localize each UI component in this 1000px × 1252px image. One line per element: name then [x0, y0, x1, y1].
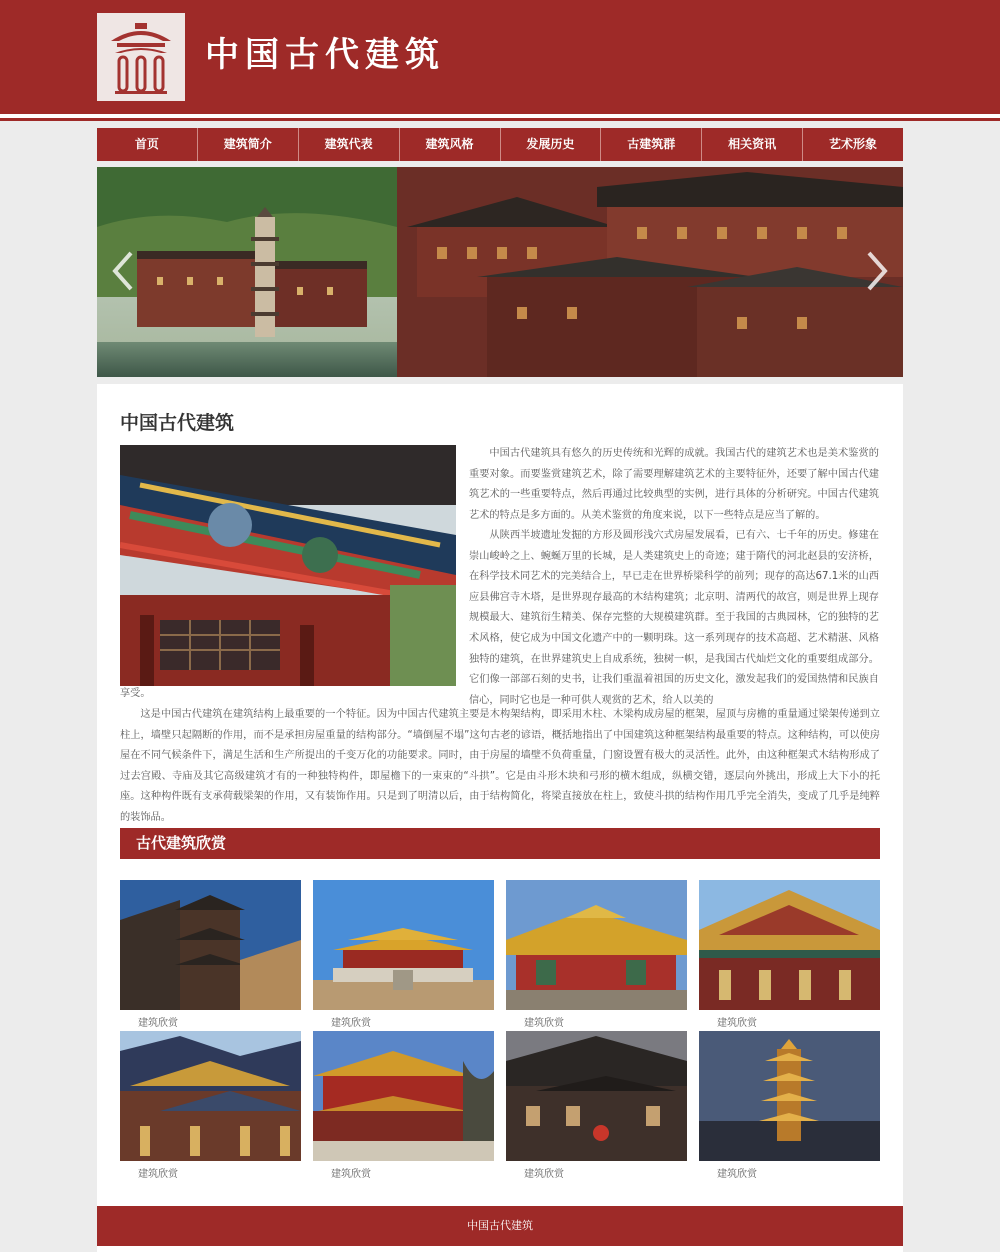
nav-item-home[interactable]: 首页: [97, 128, 198, 161]
nav-item-history[interactable]: 发展历史: [501, 128, 602, 161]
gallery-caption: 建筑欣赏: [138, 1169, 178, 1180]
nav-item-style[interactable]: 建筑风格: [400, 128, 501, 161]
nav-item-news[interactable]: 相关资讯: [702, 128, 803, 161]
site-header: [0, 0, 1000, 114]
gallery-caption: 建筑欣赏: [331, 1169, 371, 1180]
banner-image: [97, 167, 903, 377]
intro-image: [120, 445, 456, 686]
gallery-thumb-4[interactable]: [699, 880, 880, 1010]
nav-item-representative[interactable]: 建筑代表: [299, 128, 400, 161]
nav-item-art[interactable]: 艺术形象: [829, 137, 878, 151]
gallery-thumb-3[interactable]: [506, 880, 687, 1010]
gallery-thumb-8[interactable]: [699, 1031, 880, 1161]
gallery-caption: 建筑欣赏: [717, 1169, 757, 1180]
nav-item-groups[interactable]: 古建筑群: [601, 128, 702, 161]
intro-paragraph-2-end: 享受。: [120, 688, 151, 699]
gallery-caption: 建筑欣赏: [331, 1018, 371, 1029]
gallery-caption: 建筑欣赏: [717, 1018, 757, 1029]
intro-title: 中国古代建筑: [120, 412, 235, 434]
gallery-title: 古代建筑欣赏: [120, 828, 880, 859]
site-title: 中国古代建筑: [205, 35, 445, 75]
gallery-thumb-7[interactable]: [506, 1031, 687, 1161]
gallery-caption: 建筑欣赏: [138, 1018, 178, 1029]
banner-slider[interactable]: [97, 167, 903, 377]
site-footer: 中国古代建筑: [97, 1206, 903, 1246]
chevron-left-icon[interactable]: [109, 249, 137, 293]
intro-paragraph-2: 从陕西半坡遗址发掘的方形及圆形浅穴式房屋发展看，已有六、七千年的历史。修建在崇山峻岭之上、蜿蜒万里的长城，是人类建筑史上的奇迹；建于隋代的河北赵县的安济桥，在科学技术同艺术的完美结合上，早已走在世界桥梁科学的前列；现存的高达67.1米的山西应县佛宫寺木塔，是世界现存最高的木结构建筑；北京明、清两代的故宫，则是世界上现存规模最大、建筑衍生精美、保存完整的大规模建筑群。至于我国的古典园林，它的独特的艺术风格，使它成为中国文化遗产中的一颗明珠。这一系列现存的技术高超、艺术精湛、风格独特的建筑，在世界建筑史上自成系统，独树一帜，是我国古代灿烂文化的重要组成部分。它们像一部部石刻的史书，让我们重温着祖国的历史文化，激发起我们的爱国热情和民族自信心，同时它也是一种可供人观赏的艺术，给人以美的: [469, 530, 879, 706]
main-nav: [97, 128, 903, 161]
intro-paragraph-3: 这是中国古代建筑在建筑结构上最重要的一个特征。因为中国古代建筑主要是木构架结构，即采用木柱、木梁构成房屋的框架，屋顶与房檐的重量通过梁架传递到立柱上，墙壁只起隔断的作用，而不是承担房屋重量的结构部分。“墙倒屋不塌”这句古老的谚语，概括地指出了中国建筑这种框架结构最重要的特点。这种结构，可以使房屋在不同气候条件下，满足生活和生产所提出的千变万化的功能要求。同时，由于房屋的墙壁不负荷重量，门窗设置有极大的灵活性。此外，由这种框架式木结构形成了过去宫殿、寺庙及其它高级建筑才有的一种独特构件，即屋檐下的一束束的“斗拱”。它是由斗形木块和弓形的横木组成，纵横交错，逐层向外挑出，形成上大下小的托座。这种构件既有支承荷载梁架的作用，又有装饰作用。只是到了明清以后，由于结构简化，将梁直接放在柱上，致使斗拱的结构作用几乎完全消失，变成了几乎是纯粹的装饰品。: [120, 709, 880, 823]
gallery-thumb-1[interactable]: [120, 880, 301, 1010]
chevron-right-icon[interactable]: [863, 249, 891, 293]
gallery-caption: 建筑欣赏: [524, 1018, 564, 1029]
gallery-caption: 建筑欣赏: [524, 1169, 564, 1180]
gallery-thumb-5[interactable]: [120, 1031, 301, 1161]
nav-item-intro[interactable]: 建筑简介: [198, 128, 299, 161]
gallery-thumb-6[interactable]: [313, 1031, 494, 1161]
main-content: [97, 384, 903, 1252]
gallery-thumb-2[interactable]: [313, 880, 494, 1010]
intro-paragraph-1: 中国古代建筑具有悠久的历史传统和光辉的成就。我国古代的建筑艺术也是美术鉴赏的重要对象。而要鉴赏建筑艺术，除了需要理解建筑艺术的主要特征外，还要了解中国古代建筑艺术的一些重要特点，然后再通过比较典型的实例，进行具体的分析研究。中国古代建筑艺术的特点是多方面的。从美术鉴赏的角度来说，以下一些特点是应当了解的。: [469, 448, 879, 521]
pagoda-logo[interactable]: [97, 13, 185, 101]
header-underline: [0, 118, 1000, 121]
